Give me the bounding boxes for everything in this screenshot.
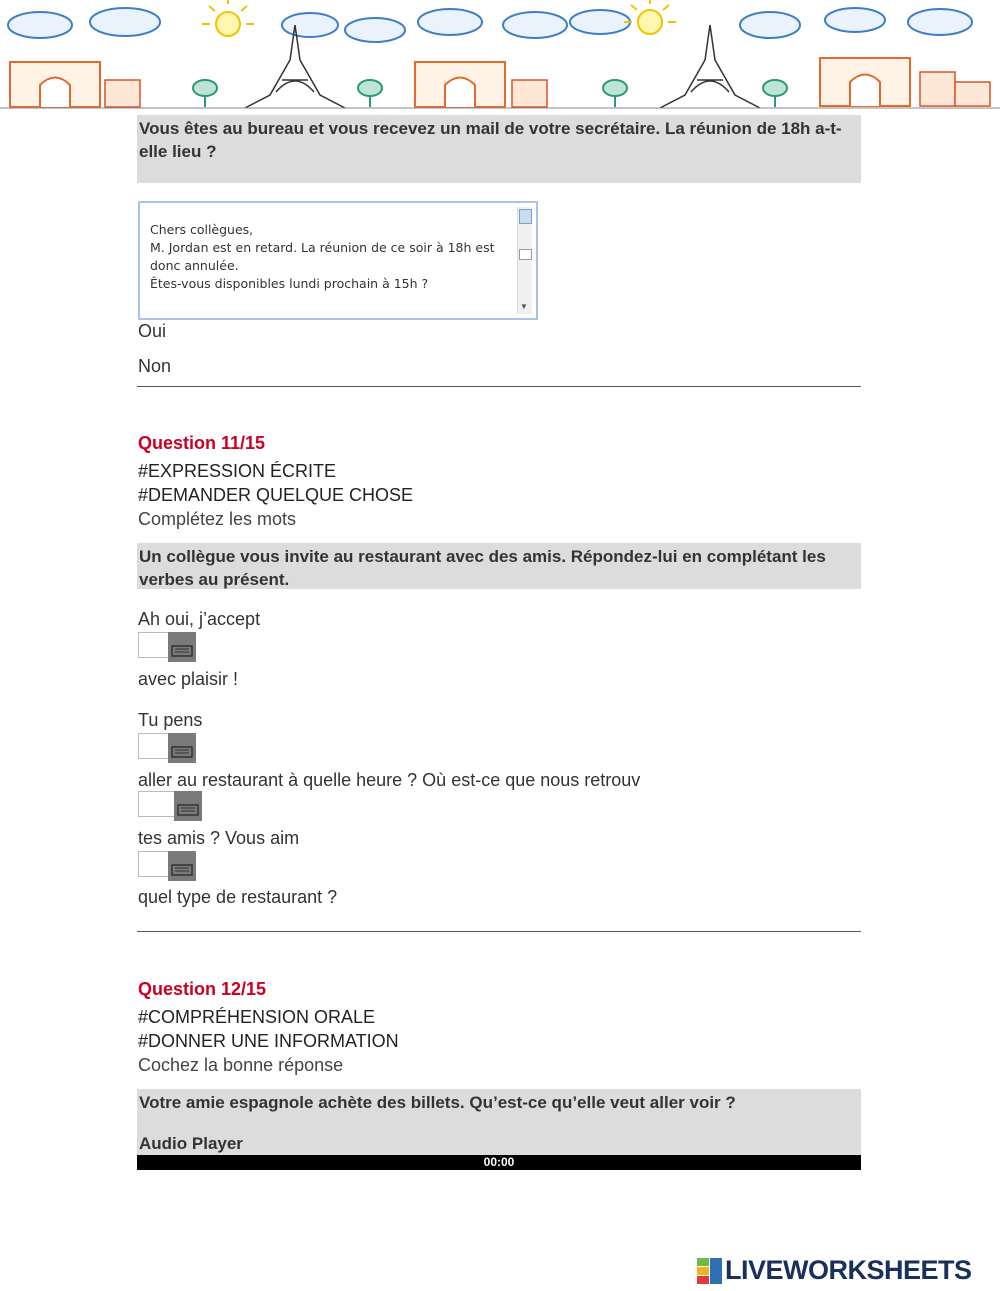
q12-title: Question 12/15 xyxy=(138,979,267,999)
q11-text-segment: Tu pens xyxy=(138,710,203,730)
q11-text-segment: quel type de restaurant ? xyxy=(138,887,338,907)
q12-prompt-box xyxy=(137,1089,861,1155)
q11-answer-field-1[interactable] xyxy=(138,632,196,662)
scroll-box-icon xyxy=(519,249,532,260)
header-banner xyxy=(0,0,1000,112)
q11-answer-field-4[interactable] xyxy=(138,851,196,881)
liveworksheets-logo xyxy=(697,1256,995,1284)
q11-instruction: Complétez les mots xyxy=(138,509,297,529)
q11-answer-field-2[interactable] xyxy=(138,733,196,763)
keyboard-icon[interactable] xyxy=(174,791,202,821)
q10-prompt: Vous êtes au bureau et vous recevez un mail de votre secrétaire. La réunion de 18h a-t-elle lieu ? xyxy=(139,119,842,161)
q11-text-segment: aller au restaurant à quelle heure ? Où est-ce que nous retrouv xyxy=(138,770,641,790)
q11-tag-function: #DEMANDER QUELQUE CHOSE xyxy=(138,485,414,505)
email-line: Êtes-vous disponibles lundi prochain à 15h ? xyxy=(150,276,429,291)
q12-tag-skill: #COMPRÉHENSION ORALE xyxy=(138,1007,376,1027)
audio-player-label: Audio Player xyxy=(139,1134,243,1153)
q10-option-non[interactable]: Non xyxy=(138,356,172,376)
q11-text-segment: tes amis ? Vous aim xyxy=(138,828,300,848)
logo-mark-icon xyxy=(697,1258,723,1284)
q12-tag-function: #DONNER UNE INFORMATION xyxy=(138,1031,399,1051)
email-line: M. Jordan est en retard. La réunion de ce soir à 18h est donc annulée. xyxy=(150,240,495,273)
scroll-thumb-icon xyxy=(519,209,532,224)
email-body xyxy=(150,221,515,293)
logo-text: LIVEWORKSHEETS xyxy=(725,1255,972,1285)
scroll-down-icon: ▼ xyxy=(520,302,528,311)
q10-prompt-box xyxy=(137,115,861,183)
q11-text-segment: avec plaisir ! xyxy=(138,669,239,689)
text-input[interactable] xyxy=(138,851,168,877)
email-scrollbar xyxy=(517,207,532,314)
q11-prompt-box xyxy=(137,543,861,589)
text-input[interactable] xyxy=(138,632,168,658)
q12-instruction: Cochez la bonne réponse xyxy=(138,1055,344,1075)
audio-player[interactable] xyxy=(137,1155,861,1170)
q10-option-oui[interactable]: Oui xyxy=(138,321,167,341)
divider xyxy=(137,386,861,387)
keyboard-icon[interactable] xyxy=(168,851,196,881)
keyboard-icon[interactable] xyxy=(168,733,196,763)
q11-text-segment: Ah oui, j’accept xyxy=(138,609,261,629)
q12-prompt: Votre amie espagnole achète des billets. Qu’est-ce qu’elle veut aller voir ? xyxy=(139,1093,736,1112)
email-image xyxy=(138,201,538,320)
audio-time: 00:00 xyxy=(483,1155,515,1169)
keyboard-icon[interactable] xyxy=(168,632,196,662)
q11-answer-field-3[interactable] xyxy=(138,791,202,821)
q11-title: Question 11/15 xyxy=(138,433,266,453)
text-input[interactable] xyxy=(138,733,168,759)
divider xyxy=(137,931,861,932)
q11-prompt: Un collègue vous invite au restaurant avec des amis. Répondez-lui en complétant les verbes au présent. xyxy=(139,547,826,589)
email-line: Chers collègues, xyxy=(150,222,254,237)
text-input[interactable] xyxy=(138,791,174,817)
q11-tag-skill: #EXPRESSION ÉCRITE xyxy=(138,461,337,481)
